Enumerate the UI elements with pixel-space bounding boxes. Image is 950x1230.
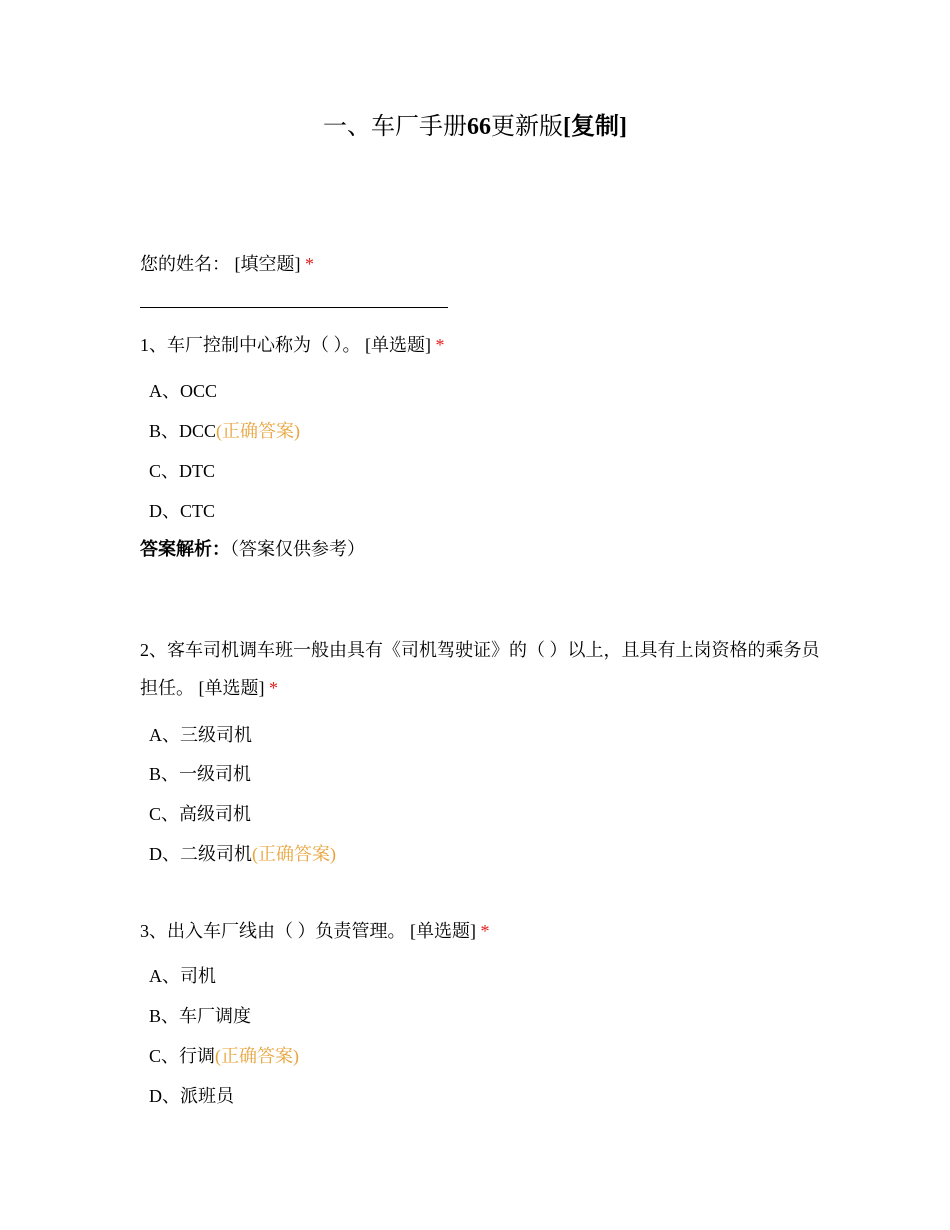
- page-title: [0, 110, 950, 144]
- name-answer-field[interactable]: [140, 307, 448, 308]
- option-text: 三级司机: [180, 725, 252, 745]
- question-text: 1、车厂控制中心称为（ ）。: [140, 335, 361, 355]
- title-middle: 更新版: [491, 114, 563, 140]
- option-prefix: C、: [149, 804, 180, 824]
- option-text: DTC: [179, 461, 216, 481]
- question-1-title: [140, 326, 820, 364]
- question-text: 3、出入车厂线由（ ）负责管理。: [140, 921, 406, 941]
- option-prefix: B、: [149, 764, 180, 784]
- option-text: 高级司机: [179, 804, 252, 824]
- q1-option-d[interactable]: [149, 498, 215, 524]
- q2-option-d[interactable]: [149, 841, 336, 867]
- title-suffix: [复制]: [563, 114, 627, 140]
- option-prefix: D、: [149, 501, 180, 521]
- option-text: 一级司机: [179, 764, 252, 784]
- question-3-title: [140, 912, 820, 950]
- option-text: 二级司机: [180, 844, 252, 864]
- option-text: DCC: [179, 421, 217, 441]
- option-text: CTC: [180, 501, 216, 521]
- option-prefix: D、: [149, 1086, 180, 1106]
- option-prefix: C、: [149, 461, 180, 481]
- q3-option-c[interactable]: [149, 1043, 299, 1069]
- q1-option-c[interactable]: [149, 458, 215, 484]
- correct-answer-tag: (正确答案): [215, 1046, 300, 1066]
- q1-option-b[interactable]: [149, 418, 300, 444]
- option-prefix: B、: [149, 1006, 180, 1026]
- question-type: [单选题]: [365, 335, 431, 355]
- required-mark: *: [269, 678, 278, 698]
- option-text: 司机: [180, 966, 216, 986]
- analysis-text: （答案仅供参考）: [230, 539, 365, 559]
- option-prefix: B、: [149, 421, 180, 441]
- question-type: [单选题]: [198, 678, 265, 698]
- q3-option-a[interactable]: [149, 963, 216, 989]
- option-text: OCC: [180, 381, 218, 401]
- name-question: [140, 245, 820, 283]
- title-prefix: 一、车厂手册: [323, 114, 467, 140]
- question-type: [单选题]: [410, 921, 476, 941]
- option-prefix: C、: [149, 1046, 180, 1066]
- option-prefix: A、: [149, 381, 180, 401]
- option-prefix: A、: [149, 725, 180, 745]
- analysis-label: 答案解析：: [140, 539, 230, 559]
- q1-analysis: [140, 536, 820, 562]
- name-question-type: [填空题]: [234, 254, 301, 274]
- required-mark: *: [305, 254, 314, 274]
- question-2-title: [140, 631, 820, 707]
- option-text: 派班员: [180, 1086, 234, 1106]
- option-text: 行调: [179, 1046, 216, 1066]
- option-text: 车厂调度: [179, 1006, 252, 1026]
- name-question-label: 您的姓名：: [140, 254, 230, 274]
- option-prefix: D、: [149, 844, 180, 864]
- q2-option-a[interactable]: [149, 722, 252, 748]
- q3-option-d[interactable]: [149, 1083, 234, 1109]
- q2-option-b[interactable]: [149, 761, 251, 787]
- q2-option-c[interactable]: [149, 801, 251, 827]
- required-mark: *: [435, 335, 445, 355]
- correct-answer-tag: (正确答案): [216, 421, 301, 441]
- q1-option-a[interactable]: [149, 378, 217, 404]
- option-prefix: A、: [149, 966, 180, 986]
- title-number: 66: [467, 114, 491, 140]
- question-text: 2、客车司机调车班一般由具有《司机驾驶证》的（ ）以上，且具有上岗资格的乘务员担任。: [140, 640, 820, 698]
- q3-option-b[interactable]: [149, 1003, 251, 1029]
- correct-answer-tag: (正确答案): [252, 844, 336, 864]
- required-mark: *: [480, 921, 490, 941]
